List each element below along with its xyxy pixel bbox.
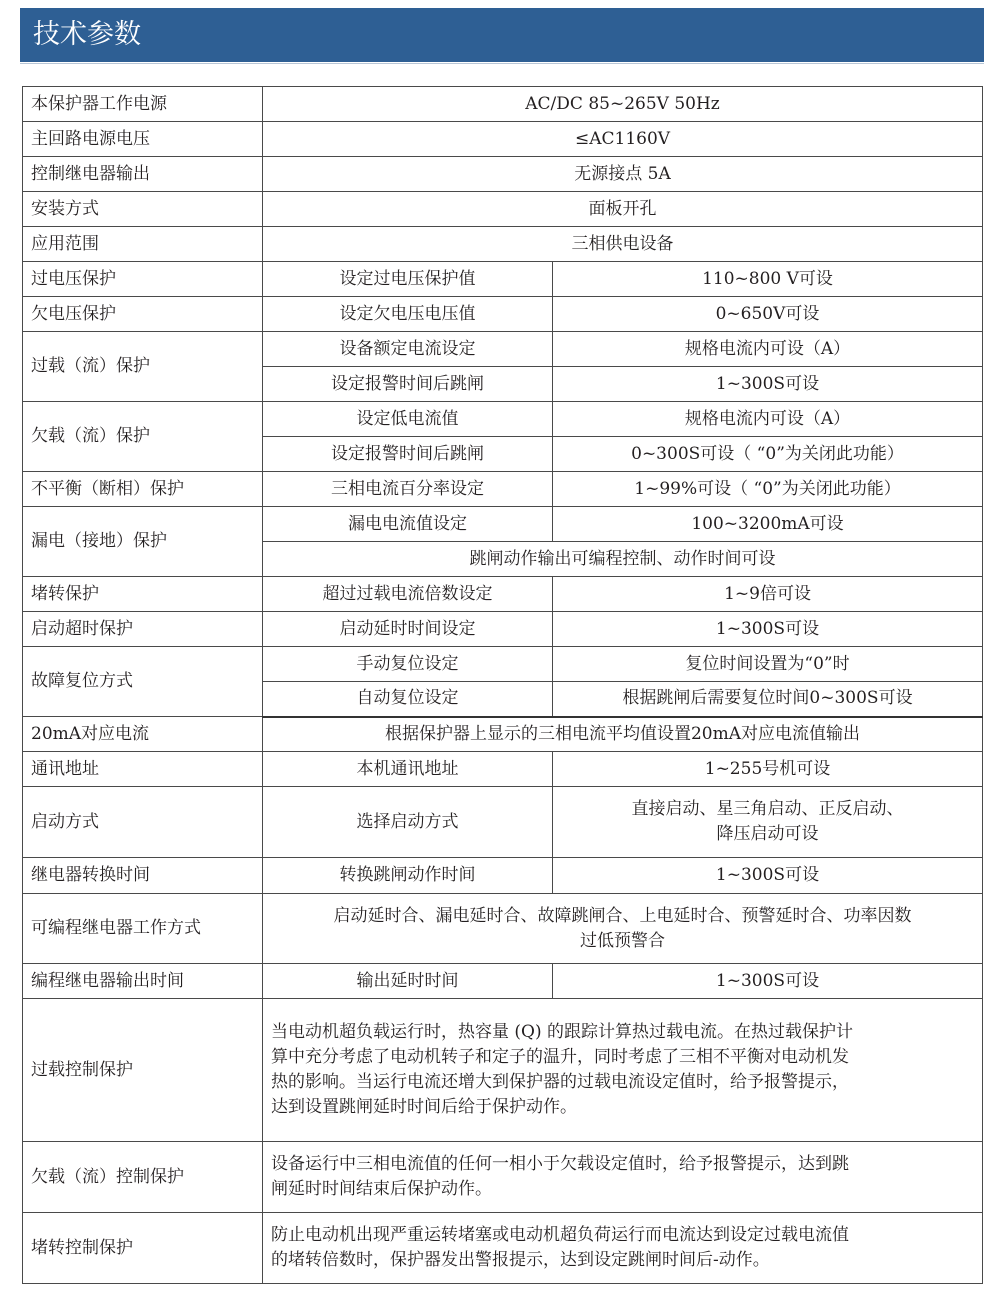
table-row xyxy=(23,964,983,999)
row-value: 1~300S可设 xyxy=(553,964,983,999)
row-label: 通讯地址 xyxy=(23,752,263,787)
row-setting: 设定过电压保护值 xyxy=(263,262,553,297)
row-value: AC/DC 85~265V 50Hz xyxy=(263,87,983,122)
row-value xyxy=(263,894,983,964)
row-label: 过载控制保护 xyxy=(23,999,263,1142)
row-label: 编程继电器输出时间 xyxy=(23,964,263,999)
row-label: 堵转控制保护 xyxy=(23,1213,263,1284)
table-row xyxy=(23,332,983,367)
row-setting: 漏电电流值设定 xyxy=(263,507,553,542)
row-label: 启动超时保护 xyxy=(23,612,263,647)
row-setting: 本机通讯地址 xyxy=(263,752,553,787)
row-note: 跳闸动作输出可编程控制、动作时间可设 xyxy=(263,542,983,577)
row-value: 1~9倍可设 xyxy=(553,577,983,612)
table-row xyxy=(23,472,983,507)
row-label: 启动方式 xyxy=(23,787,263,858)
row-setting: 自动复位设定 xyxy=(263,682,553,717)
table-row xyxy=(23,402,983,437)
description-line: 设备运行中三相电流值的任何一相小于欠载设定值时，给予报警提示，达到跳 xyxy=(271,1154,849,1174)
row-value: 110~800 V可设 xyxy=(553,262,983,297)
description-line: 热的影响。当运行电流还增大到保护器的过载电流设定值时，给予报警提示， xyxy=(271,1072,849,1092)
table-row xyxy=(23,858,983,894)
description-line: 当电动机超负载运行时，热容量 (Q) 的跟踪计算热过载电流。在热过载保护计 xyxy=(271,1022,854,1042)
row-label: 应用范围 xyxy=(23,227,263,262)
table-row xyxy=(23,612,983,647)
description-line: 达到设置跳闸延时时间后给于保护动作。 xyxy=(271,1097,577,1117)
row-setting: 选择启动方式 xyxy=(263,787,553,858)
spec-table xyxy=(22,86,983,1284)
section-title: 技术参数 xyxy=(33,19,141,50)
table-row xyxy=(23,577,983,612)
table-row xyxy=(23,717,983,752)
table-row xyxy=(23,297,983,332)
row-value: 100~3200mA可设 xyxy=(553,507,983,542)
row-value: 复位时间设置为“0”时 xyxy=(553,647,983,682)
row-value: 1~300S可设 xyxy=(553,612,983,647)
row-value: 1~300S可设 xyxy=(553,858,983,894)
table-row xyxy=(23,999,983,1142)
table-row xyxy=(23,647,983,682)
row-label: 欠载（流）保护 xyxy=(23,402,263,472)
table-row xyxy=(23,752,983,787)
row-label: 漏电（接地）保护 xyxy=(23,507,263,577)
table-row xyxy=(23,1142,983,1213)
row-value: 三相供电设备 xyxy=(263,227,983,262)
row-setting: 三相电流百分率设定 xyxy=(263,472,553,507)
value-line: 直接启动、星三角启动、正反启动、 xyxy=(631,799,904,819)
row-setting: 输出延时时间 xyxy=(263,964,553,999)
section-header xyxy=(20,8,984,62)
description-line: 的堵转倍数时，保护器发出警报提示，达到设定跳闸时间后-动作。 xyxy=(271,1250,770,1270)
description-line: 防止电动机出现严重运转堵塞或电动机超负荷运行而电流达到设定过载电流值 xyxy=(271,1225,849,1245)
table-row xyxy=(23,157,983,192)
row-value: 1~300S可设 xyxy=(553,367,983,402)
row-setting: 设定报警时间后跳闸 xyxy=(263,437,553,472)
row-label: 本保护器工作电源 xyxy=(23,87,263,122)
row-value: 面板开孔 xyxy=(263,192,983,227)
description-line: 闸延时时间结束后保护动作。 xyxy=(271,1179,492,1199)
row-label: 继电器转换时间 xyxy=(23,858,263,894)
row-setting: 设定欠电压电压值 xyxy=(263,297,553,332)
row-label: 欠载（流）控制保护 xyxy=(23,1142,263,1213)
table-row xyxy=(23,192,983,227)
row-setting: 启动延时时间设定 xyxy=(263,612,553,647)
row-setting: 设定低电流值 xyxy=(263,402,553,437)
row-value: 0~300S可设（ “0”为关闭此功能） xyxy=(553,437,983,472)
row-label: 故障复位方式 xyxy=(23,647,263,717)
row-description xyxy=(263,999,983,1142)
table-row xyxy=(23,262,983,297)
row-value: 0~650V可设 xyxy=(553,297,983,332)
row-value xyxy=(553,787,983,858)
row-value: 规格电流内可设（A） xyxy=(553,332,983,367)
row-label: 控制继电器输出 xyxy=(23,157,263,192)
row-label: 过电压保护 xyxy=(23,262,263,297)
table-row xyxy=(23,894,983,964)
row-description xyxy=(263,1142,983,1213)
row-label: 安装方式 xyxy=(23,192,263,227)
row-value: 1~99%可设（ “0”为关闭此功能） xyxy=(553,472,983,507)
value-line: 启动延时合、漏电延时合、故障跳闸合、上电延时合、预警延时合、功率因数 xyxy=(333,905,912,926)
header-divider xyxy=(20,63,984,64)
table-row xyxy=(23,787,983,858)
table-row xyxy=(23,227,983,262)
description-line: 算中充分考虑了电动机转子和定子的温升，同时考虑了三相不平衡对电动机发 xyxy=(271,1047,849,1067)
table-row xyxy=(23,122,983,157)
value-line: 过低预警合 xyxy=(580,930,665,951)
row-setting: 超过过载电流倍数设定 xyxy=(263,577,553,612)
row-setting: 设定报警时间后跳闸 xyxy=(263,367,553,402)
row-label: 堵转保护 xyxy=(23,577,263,612)
row-value: 根据保护器上显示的三相电流平均值设置20mA对应电流值输出 xyxy=(263,717,983,752)
row-value: ≤AC1160V xyxy=(263,122,983,157)
row-description xyxy=(263,1213,983,1284)
row-setting: 转换跳闸动作时间 xyxy=(263,858,553,894)
row-setting: 手动复位设定 xyxy=(263,647,553,682)
table-row xyxy=(23,507,983,542)
row-label: 过载（流）保护 xyxy=(23,332,263,402)
row-label: 欠电压保护 xyxy=(23,297,263,332)
row-value: 无源接点 5A xyxy=(263,157,983,192)
row-value: 1~255号机可设 xyxy=(553,752,983,787)
row-label: 20mA对应电流 xyxy=(23,717,263,752)
row-setting: 设备额定电流设定 xyxy=(263,332,553,367)
row-label: 主回路电源电压 xyxy=(23,122,263,157)
table-row xyxy=(23,87,983,122)
row-label: 不平衡（断相）保护 xyxy=(23,472,263,507)
value-line: 降压启动可设 xyxy=(716,824,819,844)
row-label: 可编程继电器工作方式 xyxy=(23,894,263,964)
table-row xyxy=(23,1213,983,1284)
row-value: 根据跳闸后需要复位时间0~300S可设 xyxy=(553,682,983,717)
row-value: 规格电流内可设（A） xyxy=(553,402,983,437)
